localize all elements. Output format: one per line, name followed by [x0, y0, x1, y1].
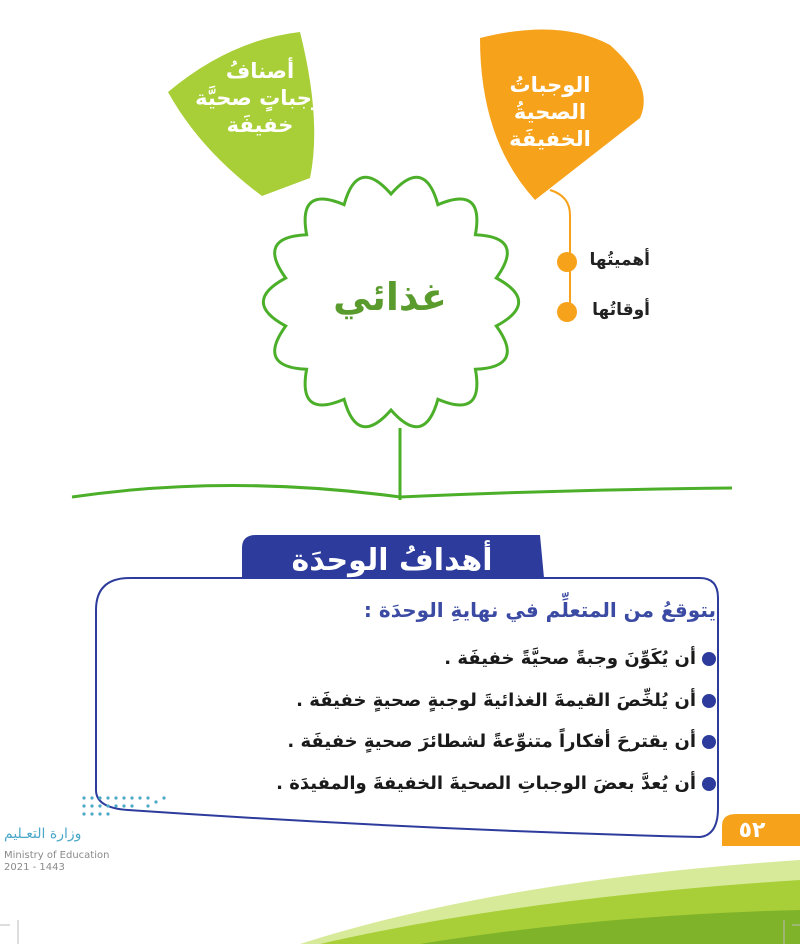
green-petal-line: وجباتٍ صحيَّة — [195, 86, 325, 110]
objectives-intro: يتوقعُ من المتعلِّم في نهايةِ الوحدَة : — [363, 598, 716, 622]
objective-text: أن يُلخِّصَ القيمةَ الغذائيةَ لوجبةٍ صحيةٍ خفيفَة . — [296, 690, 696, 711]
orange-petal-label — [470, 72, 630, 153]
green-petal-line: خفيفَة — [226, 113, 294, 137]
objective-text: أن يُكَوِّنَ وجبةً صحيَّةً خفيفَة . — [444, 648, 696, 669]
bullet-dot-icon — [702, 735, 716, 749]
ministry-name-english: Ministry of Education — [4, 850, 110, 861]
center-title: غذائي — [333, 275, 447, 319]
ministry-logo-dots — [82, 796, 165, 815]
objective-item — [116, 690, 716, 711]
bullet-dot-icon — [702, 652, 716, 666]
sub-item-importance: أهميتُها — [589, 250, 650, 270]
objectives-header: أهدافُ الوحدَة — [291, 543, 493, 578]
objective-text: أن يقترحَ أفكاراً متنوِّعةً لشطائرَ صحيةٍ خفيفَة . — [287, 731, 696, 752]
sub-item-times: أوقاتُها — [592, 300, 650, 320]
ministry-name-arabic: وزارة التعـليم — [4, 826, 82, 842]
ministry-year: 2021 - 1443 — [4, 862, 65, 873]
bullet-dot-icon — [702, 777, 716, 791]
ground-line — [72, 486, 732, 498]
objective-text: أن يُعدَّ بعضَ الوجباتِ الصحيةَ الخفيفةَ والمفيدَة . — [276, 773, 696, 794]
objective-item — [116, 773, 716, 794]
orange-petal-line: الخفيفَة — [509, 127, 591, 151]
page-number: ٥٢ — [738, 818, 766, 843]
orange-petal-line: الوجباتُ الصحيةُ — [509, 73, 591, 124]
objective-item — [116, 648, 716, 669]
objective-item — [116, 731, 716, 752]
bullet-dot-icon — [702, 694, 716, 708]
green-petal-label — [185, 58, 335, 139]
green-petal-line: أصنافُ — [225, 59, 295, 83]
